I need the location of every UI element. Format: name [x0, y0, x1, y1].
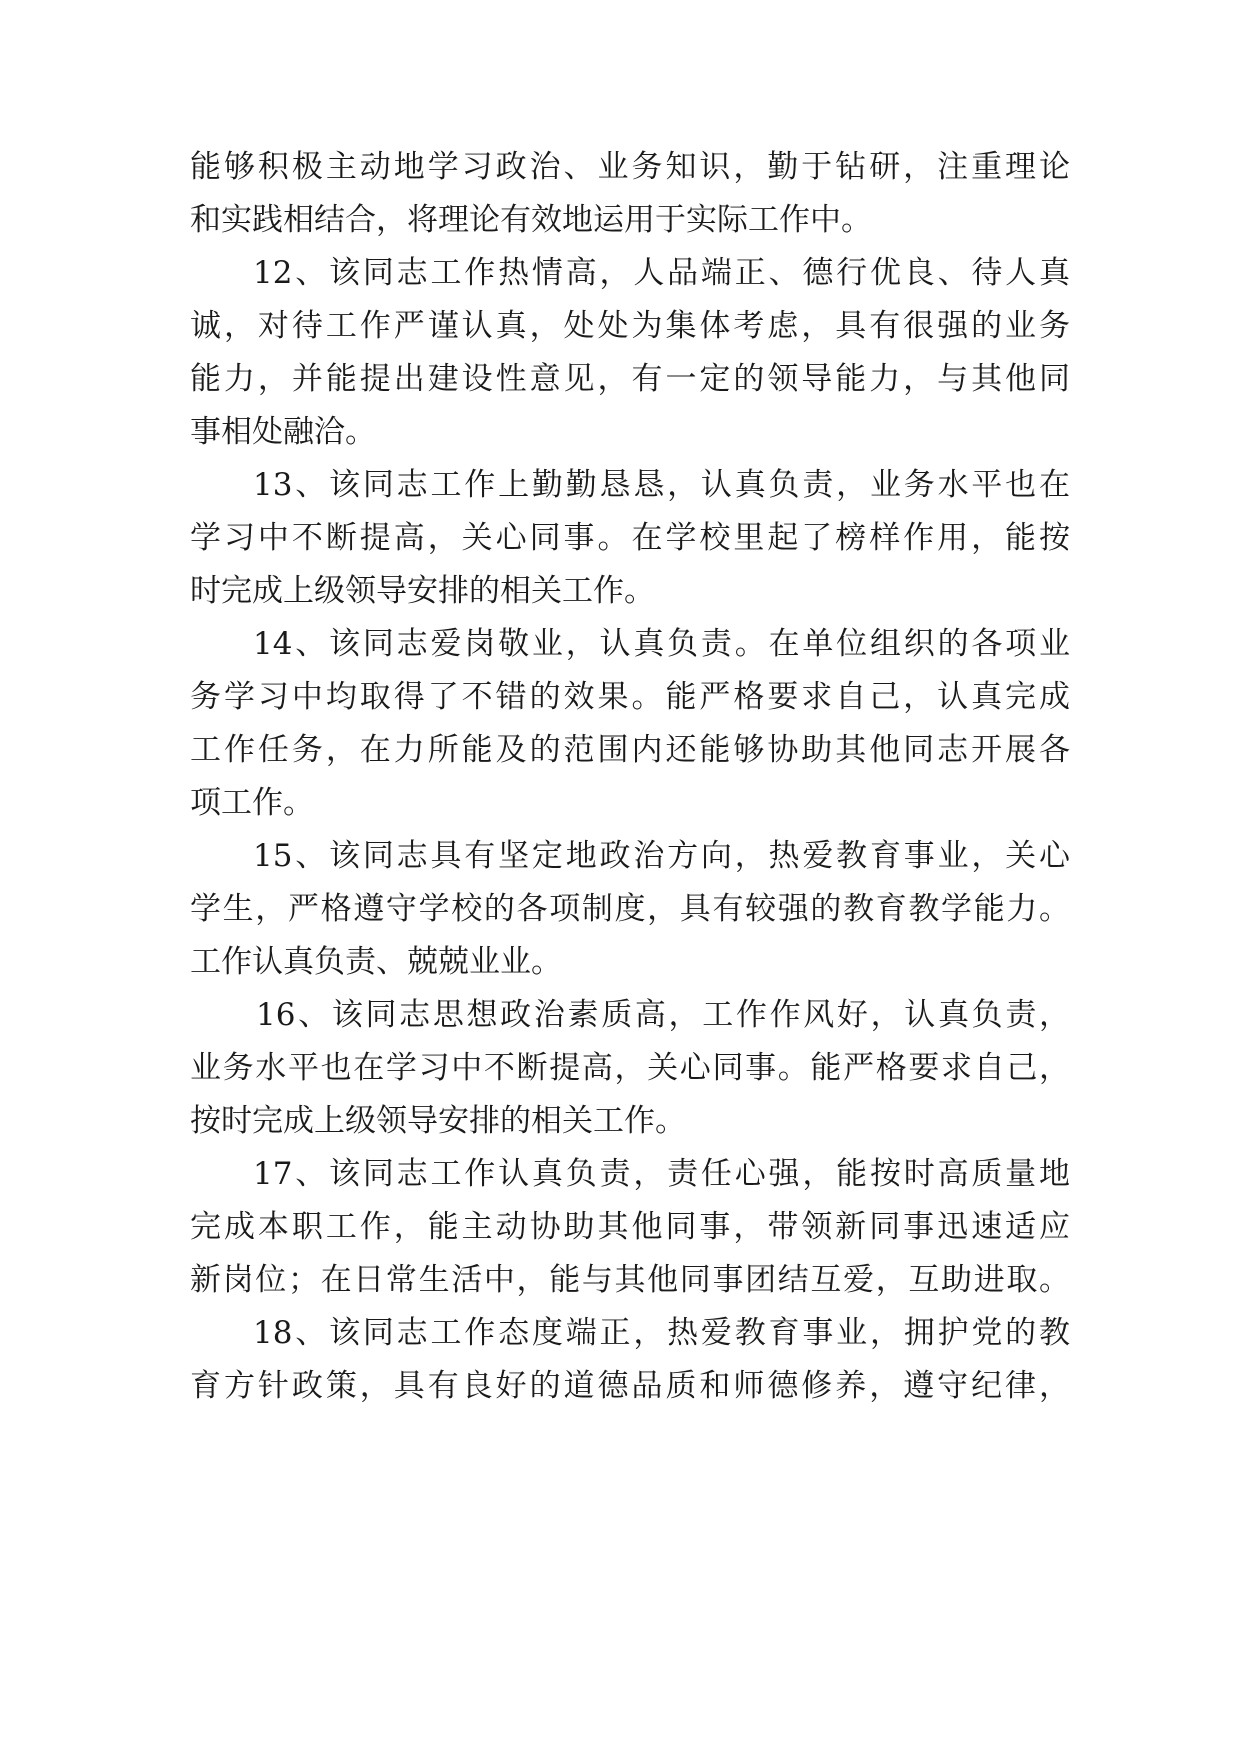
paragraph-18-start: 18、该同志工作态度端正，热爱教育事业，拥护党的教: [253, 1315, 1070, 1351]
paragraph-15-start: 15、该同志具有坚定地政治方向，热爱教育事业，关心: [253, 838, 1070, 874]
paragraph-14-start: 14、该同志爱岗敬业，认真负责。在单位组织的各项业: [253, 626, 1070, 662]
text-line: 学生，严格遵守学校的各项制度，具有较强的教育教学能力。: [190, 891, 1070, 927]
paragraph-12-start: 12、该同志工作热情高，人品端正、德行优良、待人真: [253, 255, 1070, 291]
text-line: 完成本职工作，能主动协助其他同事，带领新同事迅速适应: [190, 1209, 1070, 1245]
paragraph-13-start: 13、该同志工作上勤勤恳恳，认真负责，业务水平也在: [253, 467, 1070, 503]
text-line: 项工作。: [190, 785, 314, 821]
text-line: 业务水平也在学习中不断提高，关心同事。能严格要求自己，: [190, 1050, 1070, 1086]
text-line: 工作认真负责、兢兢业业。: [190, 944, 562, 980]
text-line: 按时完成上级领导安排的相关工作。: [190, 1103, 686, 1139]
text-line: 学习中不断提高，关心同事。在学校里起了榜样作用，能按: [190, 520, 1070, 556]
text-line: 和实践相结合，将理论有效地运用于实际工作中。: [190, 202, 872, 238]
text-line: 新岗位；在日常生活中，能与其他同事团结互爱，互助进取。: [190, 1262, 1070, 1298]
text-line: 事相处融洽。: [190, 414, 376, 450]
paragraph-17-start: 17、该同志工作认真负责，责任心强，能按时高质量地: [253, 1156, 1070, 1192]
text-line: 诚，对待工作严谨认真，处处为集体考虑，具有很强的业务: [190, 308, 1070, 344]
text-line: 能够积极主动地学习政治、业务知识，勤于钻研，注重理论: [190, 149, 1070, 185]
text-line: 育方针政策，具有良好的道德品质和师德修养，遵守纪律，: [190, 1368, 1070, 1404]
paragraph-16-start: 16、该同志思想政治素质高，工作作风好，认真负责，: [256, 997, 1070, 1033]
text-line: 时完成上级领导安排的相关工作。: [190, 573, 655, 609]
text-line: 务学习中均取得了不错的效果。能严格要求自己，认真完成: [190, 679, 1070, 715]
text-line: 工作任务，在力所能及的范围内还能够协助其他同志开展各: [190, 732, 1070, 768]
text-line: 能力，并能提出建设性意见，有一定的领导能力，与其他同: [190, 361, 1070, 397]
